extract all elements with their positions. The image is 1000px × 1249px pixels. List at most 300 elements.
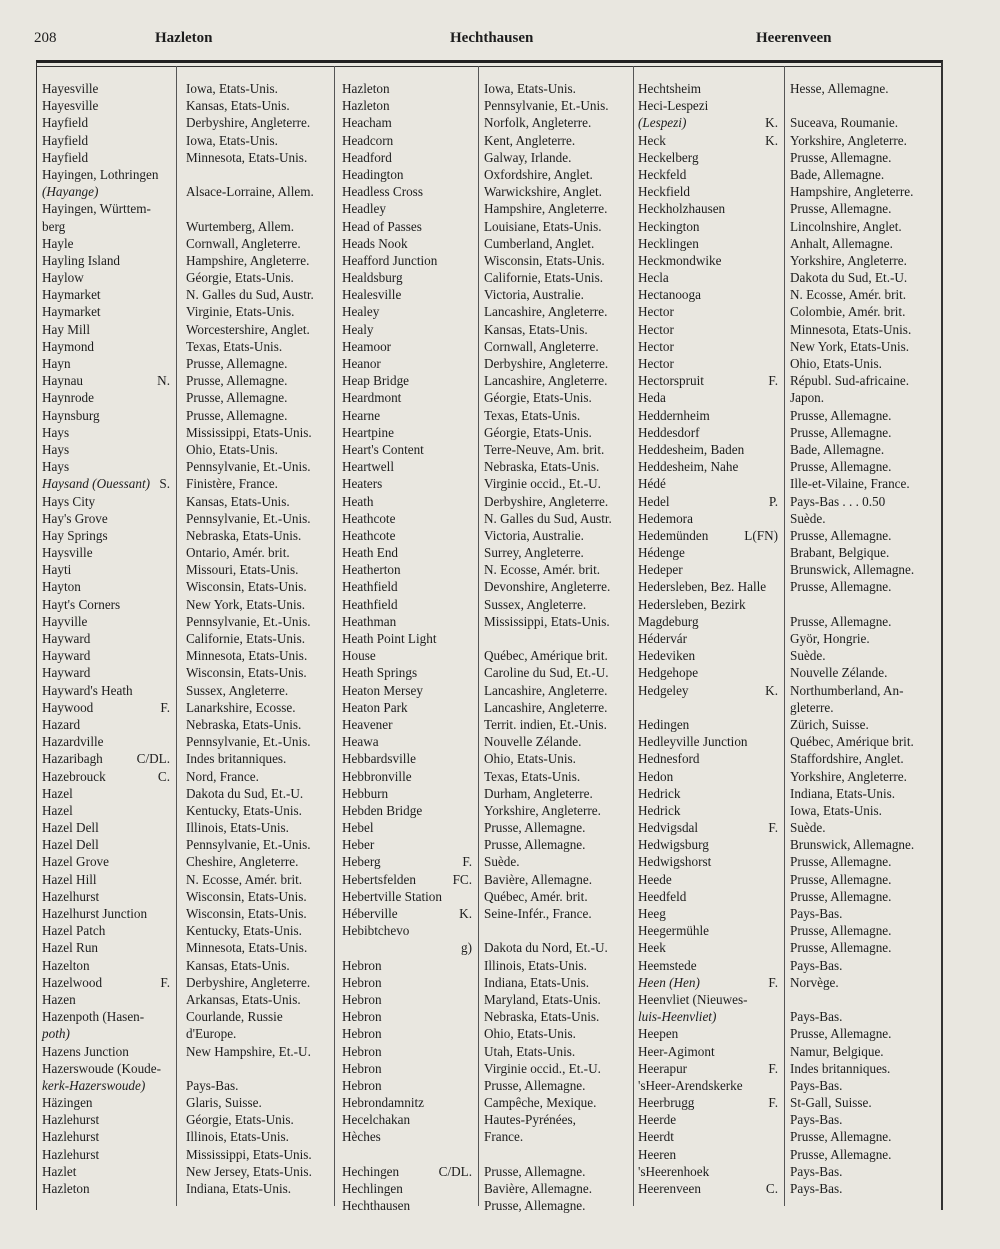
place-name: Hayfield	[42, 149, 89, 165]
country-entry: Victoria, Australie.	[484, 527, 584, 543]
service-code: C.	[157, 768, 170, 784]
place-name: Hebrondamnitz	[342, 1095, 425, 1111]
place-name: Hayton	[42, 579, 81, 595]
country-entry: Territ. indien, Et.-Unis.	[484, 716, 607, 732]
place-name: Heede	[638, 871, 672, 887]
place-name: Heen (Hen)	[638, 974, 700, 990]
country-entry: Pennsylvanie, Et.-Unis.	[186, 613, 311, 629]
service-code: F.	[768, 974, 778, 990]
place-name: Hedeviken	[638, 648, 696, 664]
place-name: Hebron	[342, 1077, 382, 1093]
place-name-entry	[638, 1146, 780, 1163]
place-name-entry	[638, 1043, 780, 1060]
place-name: Heawa	[342, 734, 379, 750]
place-name-entry	[342, 183, 474, 200]
country-entry: Terre-Neuve, Am. brit.	[484, 441, 605, 457]
place-name-entry	[342, 252, 474, 269]
place-name: Hays	[42, 441, 70, 457]
place-name-entry	[638, 905, 780, 922]
country-entry: Derbyshire, Angleterre.	[186, 974, 311, 990]
place-name-entry	[42, 768, 172, 785]
place-name-entry	[342, 1094, 474, 1111]
place-name: Hedrick	[638, 802, 681, 818]
place-name: Heads Nook	[342, 235, 408, 251]
country-entry	[484, 1146, 630, 1163]
country-entry: Illinois, Etats-Unis.	[484, 957, 587, 973]
country-entry: Yorkshire, Angleterre.	[790, 132, 907, 148]
place-name: Hays	[42, 424, 70, 440]
country-entry: Minnesota, Etats-Unis.	[186, 940, 308, 956]
service-code: F.	[768, 1060, 778, 1076]
country-entry: Prusse, Allemagne.	[484, 1198, 586, 1214]
country-entry: Norfolk, Angleterre.	[484, 115, 592, 131]
country-entry: Prusse, Allemagne.	[790, 459, 892, 475]
header-center-word: Hechthausen	[450, 30, 534, 46]
country-entry: Seine-Infér., France.	[484, 906, 592, 921]
country-entry: N. Ecosse, Amér. brit.	[186, 871, 303, 887]
country-entry: Brunswick, Allemagne.	[790, 837, 915, 853]
place-name: Haymarket	[42, 304, 101, 320]
place-name: Hebertville Station	[342, 888, 442, 904]
place-name-entry	[638, 613, 780, 630]
country-entry	[186, 1060, 332, 1077]
place-name: Hedel	[638, 493, 670, 509]
place-name-entry	[638, 269, 780, 286]
country-entry: Pays-Bas . . . 0.50	[790, 493, 886, 509]
place-name-entry	[342, 664, 474, 681]
place-name: Hedersleben, Bez. Halle	[638, 579, 767, 595]
place-name: Hedleyville Junction	[638, 734, 748, 750]
country-entry: Glaris, Suisse.	[186, 1095, 262, 1111]
place-name-entry	[342, 132, 474, 149]
service-code: F.	[160, 974, 170, 990]
place-name-entry	[342, 1043, 474, 1060]
country-entry: Bavière, Allemagne.	[484, 871, 593, 887]
place-name-entry	[342, 1128, 474, 1145]
place-name: Hechtsheim	[638, 81, 701, 96]
country-entry	[484, 922, 630, 939]
place-name-entry	[342, 647, 474, 664]
place-name-entry	[342, 768, 474, 785]
country-entry	[790, 97, 940, 114]
place-name: Heberg	[342, 854, 381, 870]
place-name: Hazelhurst Junction	[42, 906, 148, 921]
place-name-entry	[42, 200, 172, 217]
place-name-entry	[638, 1128, 780, 1145]
country-entry: Iowa, Etats-Unis.	[790, 802, 882, 818]
place-name-entry	[342, 939, 474, 956]
place-name: Hazel	[42, 802, 73, 818]
service-code: C/DL.	[136, 751, 170, 767]
country-entry: N. Galles du Sud, Austr.	[484, 510, 612, 526]
place-name: Healy	[342, 321, 374, 337]
place-name: Headley	[342, 201, 386, 217]
country-entry: Kansas, Etats-Unis.	[484, 321, 588, 337]
place-name-entry	[342, 905, 474, 922]
country-entry: Kentucky, Etats-Unis.	[186, 802, 302, 818]
place-name-entry	[42, 338, 172, 355]
place-name-entry	[638, 750, 780, 767]
place-name-entry	[638, 441, 780, 458]
place-name: Hedingen	[638, 716, 690, 732]
place-name: Healdsburg	[342, 270, 403, 286]
country-entry: Wisconsin, Etats-Unis.	[186, 906, 307, 921]
country-entry: Bade, Allemagne.	[790, 166, 885, 182]
place-name: Hazleton	[42, 1181, 90, 1196]
country-entry	[484, 630, 630, 647]
place-name: Hebden Bridge	[342, 802, 423, 818]
place-name-entry	[42, 733, 172, 750]
place-name: Heafford Junction	[342, 252, 438, 268]
country-entry: Californie, Etats-Unis.	[484, 270, 604, 286]
place-name-entry	[342, 355, 474, 372]
place-names-column-1	[42, 80, 172, 1197]
country-entry: Hampshire, Angleterre.	[186, 252, 310, 268]
place-name-entry	[42, 235, 172, 252]
place-name: Heedfeld	[638, 888, 687, 904]
place-name: Hazebrouck	[42, 768, 106, 784]
place-name: Hayward	[42, 665, 91, 681]
country-entry: Minnesota, Etats-Unis.	[186, 648, 308, 664]
place-name-entry	[42, 699, 172, 716]
place-name-entry	[42, 407, 172, 424]
country-entry: Minnesota, Etats-Unis.	[186, 149, 308, 165]
place-name-entry	[42, 441, 172, 458]
country-entry: Suède.	[484, 854, 520, 870]
place-name-entry	[42, 613, 172, 630]
country-entry: Staffordshire, Anglet.	[790, 751, 904, 767]
place-name-entry	[638, 1025, 780, 1042]
place-name-entry	[638, 132, 780, 149]
place-name: Hedon	[638, 768, 674, 784]
country-entry: Ohio, Etats-Unis.	[484, 1026, 576, 1042]
country-entry: Nebraska, Etats-Unis.	[484, 1009, 600, 1025]
service-code: K.	[765, 115, 778, 131]
place-name-entry	[342, 957, 474, 974]
place-name: Hay Springs	[42, 527, 108, 543]
service-code: F.	[768, 820, 778, 836]
place-name: Hebron	[342, 1009, 382, 1025]
country-entry: Nebraska, Etats-Unis.	[186, 716, 302, 732]
country-entry: Illinois, Etats-Unis.	[186, 820, 289, 836]
place-name-entry	[638, 1163, 780, 1180]
place-name: Heddesdorf	[638, 424, 700, 440]
place-name: Hector	[638, 356, 674, 371]
country-entry: Derbyshire, Angleterre.	[484, 493, 609, 509]
header-right-word: Heerenveen	[756, 30, 832, 46]
place-name: kerk-Hazerswoude)	[42, 1077, 146, 1093]
place-name: Heemstede	[638, 957, 697, 973]
place-name-entry	[342, 716, 474, 733]
place-name-entry	[42, 493, 172, 510]
place-name-entry	[42, 1111, 172, 1128]
place-name: Hedemora	[638, 510, 693, 526]
place-name: Hayingen, Lothringen	[42, 166, 159, 182]
place-name: Hecla	[638, 270, 669, 286]
place-name-entry	[342, 750, 474, 767]
place-name: Haynrode	[42, 390, 94, 406]
place-name-entry	[342, 630, 474, 647]
place-name-entry	[638, 544, 780, 561]
place-name: Hazel Hill	[42, 871, 97, 887]
service-code: F.	[768, 1095, 778, 1111]
country-entry	[186, 200, 332, 217]
place-name: Hedvigsdal	[638, 820, 699, 836]
place-name-entry	[638, 836, 780, 853]
place-name-entry	[638, 235, 780, 252]
country-entry: Pays-Bas.	[790, 1181, 843, 1196]
country-entry: Courlande, Russie	[186, 1009, 283, 1025]
place-name: Hedgeley	[638, 682, 689, 698]
place-name: Heath End	[342, 545, 399, 561]
service-code: C.	[765, 1181, 778, 1196]
service-code: S.	[159, 476, 170, 492]
place-name-entry	[342, 1025, 474, 1042]
place-name: Hay's Grove	[42, 510, 108, 526]
country-entry: Indes britanniques.	[790, 1060, 891, 1076]
place-name: berg	[42, 218, 66, 234]
country-entry: Derbyshire, Angleterre.	[186, 115, 311, 131]
place-name-entry	[42, 871, 172, 888]
country-entry: Galway, Irlande.	[484, 149, 572, 165]
service-code: FC.	[452, 871, 472, 887]
place-name-entry	[342, 321, 474, 338]
country-entry: Hampshire, Angleterre.	[790, 184, 914, 200]
place-name: Häzingen	[42, 1095, 93, 1111]
place-name: Hectorspruit	[638, 373, 704, 389]
place-name-entry	[342, 578, 474, 595]
place-name-entry	[342, 166, 474, 183]
place-name: Hebertsfelden	[342, 871, 416, 887]
place-name: Heerbrugg	[638, 1095, 695, 1111]
place-name: Hayling Island	[42, 252, 121, 268]
place-name: Hedersleben, Bezirk	[638, 596, 746, 612]
country-entry: Maryland, Etats-Unis.	[484, 991, 601, 1007]
place-name: Hazel Dell	[42, 837, 99, 853]
place-name-entry	[638, 630, 780, 647]
place-name: luis-Heenvliet)	[638, 1009, 717, 1025]
place-name-entry	[342, 922, 474, 939]
place-name-entry	[42, 905, 172, 922]
country-entry: Kent, Angleterre.	[484, 132, 576, 148]
place-name-entry	[42, 1008, 172, 1025]
country-entry: Derbyshire, Angleterre.	[484, 356, 609, 371]
place-name-entry	[638, 819, 780, 836]
countries-column-3	[790, 80, 940, 1197]
place-name-entry	[42, 183, 172, 200]
place-name-entry	[638, 1111, 780, 1128]
place-name-entry	[42, 819, 172, 836]
country-entry: Lancashire, Angleterre.	[484, 699, 608, 715]
place-name: Hebbardsville	[342, 751, 416, 767]
country-entry: Györ, Hongrie.	[790, 631, 870, 646]
header-left-word: Hazleton	[155, 30, 213, 46]
place-name-entry	[342, 114, 474, 131]
place-name-entry	[638, 321, 780, 338]
place-name: Heddesheim, Nahe	[638, 459, 739, 475]
service-code: g)	[461, 940, 472, 956]
country-entry: Prusse, Allemagne.	[790, 1026, 892, 1042]
place-name-entry	[342, 1060, 474, 1077]
place-name-entry	[42, 149, 172, 166]
place-name-entry	[638, 957, 780, 974]
country-entry: Prusse, Allemagne.	[484, 820, 586, 836]
place-name-entry	[638, 991, 780, 1008]
place-name-entry	[638, 768, 780, 785]
place-name: Heathfield	[342, 596, 398, 612]
place-name: Heatherton	[342, 562, 401, 578]
place-name-entry	[638, 1094, 780, 1111]
place-name: Head of Passes	[342, 218, 422, 234]
country-entry: Nouvelle Zélande.	[484, 734, 582, 750]
place-name-entry	[42, 1060, 172, 1077]
place-name: Magdeburg	[638, 613, 699, 629]
place-name-entry	[42, 578, 172, 595]
place-name: Haysville	[42, 545, 93, 561]
country-entry: Kansas, Etats-Unis.	[186, 98, 290, 114]
country-entry: Californie, Etats-Unis.	[186, 631, 306, 646]
country-entry: Pays-Bas.	[790, 1163, 843, 1179]
country-entry: Prusse, Allemagne.	[790, 888, 892, 904]
place-name-entry	[342, 200, 474, 217]
place-name: Hazleton	[342, 98, 390, 114]
place-name: Heerde	[638, 1112, 677, 1128]
place-name-entry	[42, 922, 172, 939]
place-name: Heavener	[342, 716, 393, 732]
place-name-entry	[42, 836, 172, 853]
country-entry: Brabant, Belgique.	[790, 545, 890, 561]
country-entry: Prusse, Allemagne.	[790, 1129, 892, 1145]
place-name: Haymarket	[42, 287, 101, 303]
country-entry: Cumberland, Anglet.	[484, 235, 595, 251]
country-entry: N. Ecosse, Amér. brit.	[790, 287, 907, 303]
place-name: Hazleton	[342, 81, 390, 96]
place-name-entry	[42, 372, 172, 389]
place-name: Haylow	[42, 270, 84, 286]
place-name: Heathcote	[342, 527, 396, 543]
place-name: Hedwigsburg	[638, 837, 709, 853]
country-entry: Mississippi, Etats-Unis.	[186, 424, 312, 440]
place-name: Hazlehurst	[42, 1112, 100, 1128]
country-entry: Bade, Allemagne.	[790, 441, 885, 457]
place-name-entry	[638, 527, 780, 544]
country-entry: N. Galles du Sud, Austr.	[186, 287, 314, 303]
country-entry: Dakota du Sud, Et.-U.	[790, 270, 908, 286]
place-name-entry	[342, 785, 474, 802]
place-name-entry	[342, 372, 474, 389]
place-name: Heck	[638, 132, 666, 148]
place-name-entry	[42, 389, 172, 406]
country-entry: Nord, France.	[186, 768, 259, 784]
place-name: Hearne	[342, 407, 381, 423]
place-name: Hazerswoude (Koude-	[42, 1060, 162, 1076]
place-name-entry	[342, 613, 474, 630]
place-name-entry	[638, 389, 780, 406]
country-entry	[790, 991, 940, 1008]
place-name-entry	[638, 785, 780, 802]
country-entry: Prusse, Allemagne.	[790, 201, 892, 217]
place-name: Heenvliet (Nieuwes-	[638, 991, 748, 1007]
place-name-entry	[342, 1008, 474, 1025]
place-names-column-3	[638, 80, 780, 1197]
place-name-entry	[42, 682, 172, 699]
place-name-entry	[42, 458, 172, 475]
country-entry: Iowa, Etats-Unis.	[484, 81, 576, 96]
country-entry: Prusse, Allemagne.	[790, 407, 892, 423]
country-entry: d'Europe.	[186, 1026, 237, 1042]
place-name-entry	[42, 1094, 172, 1111]
country-entry: Colombie, Amér. brit.	[790, 304, 906, 320]
place-name-entry	[638, 716, 780, 733]
place-name: Hectanooga	[638, 287, 701, 303]
place-name: Heckfeld	[638, 166, 687, 182]
country-entry: Minnesota, Etats-Unis.	[790, 321, 912, 337]
country-entry: Dakota du Nord, Et.-U.	[484, 940, 608, 956]
place-name-entry	[342, 733, 474, 750]
place-name-entry	[342, 493, 474, 510]
country-entry: Worcestershire, Anglet.	[186, 321, 310, 337]
place-name: Heartpine	[342, 424, 394, 440]
place-name: (Hayange)	[42, 184, 99, 200]
country-entry: Oxfordshire, Anglet.	[484, 166, 593, 182]
place-name: Hebron	[342, 1060, 382, 1076]
place-name: Hedgehope	[638, 665, 699, 681]
country-entry: Pennsylvanie, Et.-Unis.	[186, 837, 311, 853]
country-entry: Kentucky, Etats-Unis.	[186, 923, 302, 939]
place-name-entry	[638, 1008, 780, 1025]
place-name: Hèches	[342, 1129, 381, 1145]
place-name-entry	[42, 853, 172, 870]
country-entry: Texas, Etats-Unis.	[484, 768, 581, 784]
country-entry: Japon.	[790, 390, 825, 406]
country-entry: Indiana, Etats-Unis.	[484, 974, 590, 990]
place-name-entry	[638, 493, 780, 510]
country-entry: Ohio, Etats-Unis.	[484, 751, 576, 767]
place-name-entry	[638, 974, 780, 991]
place-name: Heacham	[342, 115, 392, 131]
place-name-entry	[342, 424, 474, 441]
place-name-entry	[638, 699, 780, 716]
country-entry: Anhalt, Allemagne.	[790, 235, 893, 251]
place-name-entry	[342, 218, 474, 235]
place-name: Heath Springs	[342, 665, 418, 681]
service-code: L(FN)	[744, 527, 778, 543]
countries-column-2	[484, 80, 630, 1214]
country-entry: Prusse, Allemagne.	[790, 1146, 892, 1162]
country-entry: Québec, Amérique brit.	[484, 648, 608, 664]
place-name: Hayward	[42, 648, 91, 664]
place-name: Hebron	[342, 1043, 382, 1059]
place-name-entry	[342, 441, 474, 458]
place-name: Headford	[342, 149, 392, 165]
place-name: 'sHeer-Arendskerke	[638, 1077, 743, 1093]
country-entry: Pennsylvanie, Et.-Unis.	[484, 98, 609, 114]
country-entry: Républ. Sud-africaine.	[790, 373, 910, 389]
place-name-entry	[342, 836, 474, 853]
place-name-entry	[342, 596, 474, 613]
place-name-entry	[342, 682, 474, 699]
place-name: Hedrick	[638, 785, 681, 801]
place-name-entry	[42, 1025, 172, 1042]
place-name-entry	[342, 1146, 474, 1163]
country-entry: Alsace-Lorraine, Allem.	[186, 184, 314, 200]
place-name: Heathfield	[342, 579, 398, 595]
country-entry: Caroline du Sud, Et.-U.	[484, 665, 609, 681]
place-name: Hazelton	[42, 957, 90, 973]
column-divider	[478, 66, 479, 1206]
place-name-entry	[42, 132, 172, 149]
country-entry: St-Gall, Suisse.	[790, 1095, 872, 1111]
